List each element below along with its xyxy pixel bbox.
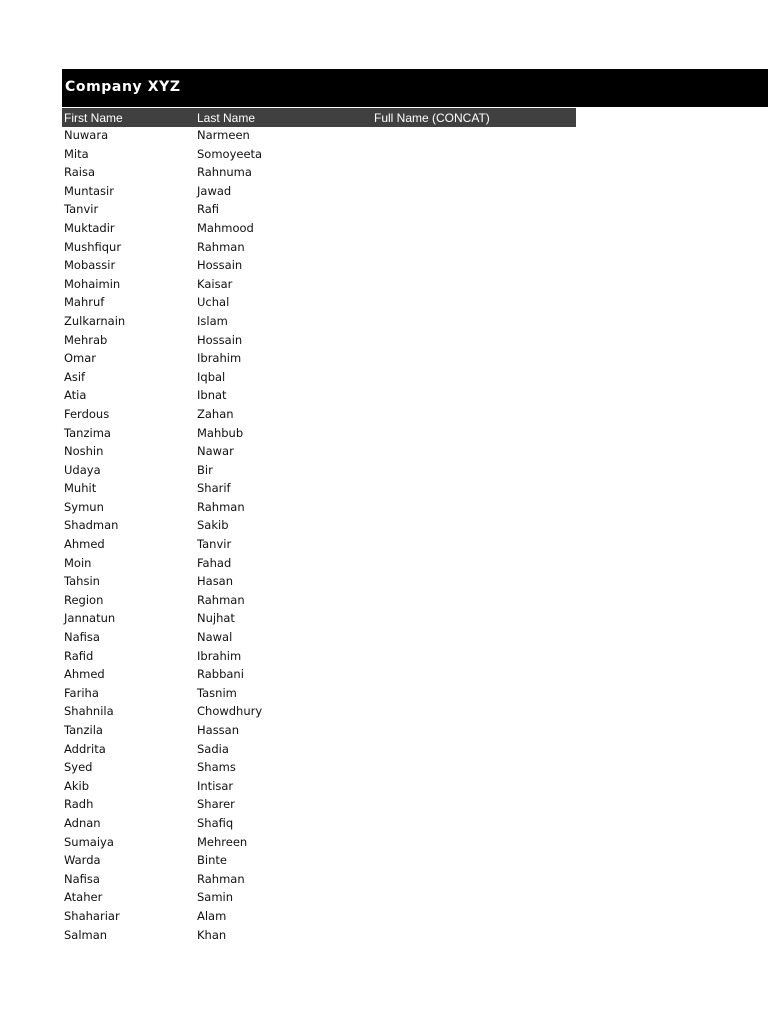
- last-name-cell[interactable]: Ibnat: [197, 388, 227, 403]
- first-name-cell[interactable]: Mobassir: [64, 258, 116, 273]
- table-row: [62, 852, 576, 871]
- table-row: [62, 369, 576, 388]
- table-row: [62, 927, 576, 946]
- last-name-cell[interactable]: Mehreen: [197, 834, 248, 849]
- table-row: [62, 146, 576, 165]
- first-name-cell[interactable]: Fariha: [64, 685, 99, 700]
- table-row: [62, 276, 576, 295]
- last-name-cell[interactable]: Alam: [197, 908, 227, 923]
- first-name-cell[interactable]: Symun: [64, 499, 104, 514]
- table-row: [62, 573, 576, 592]
- first-name-cell[interactable]: Radh: [64, 797, 94, 812]
- last-name-cell[interactable]: Fahad: [197, 555, 232, 570]
- table-row: [62, 536, 576, 555]
- first-name-cell[interactable]: Nafisa: [64, 630, 100, 645]
- first-name-cell[interactable]: Shadman: [64, 518, 119, 533]
- table-row: [62, 220, 576, 239]
- last-name-cell[interactable]: Hossain: [197, 258, 243, 273]
- table-row: [62, 406, 576, 425]
- first-name-cell[interactable]: Ataher: [64, 890, 103, 905]
- first-name-cell[interactable]: Akib: [64, 778, 90, 793]
- first-name-cell[interactable]: Mehrab: [64, 332, 108, 347]
- first-name-cell[interactable]: Shahnila: [64, 704, 114, 719]
- table-row: [62, 127, 576, 146]
- last-name-cell[interactable]: Sakib: [197, 518, 229, 533]
- last-name-cell[interactable]: Rafi: [197, 202, 220, 217]
- last-name-cell[interactable]: Rahman: [197, 239, 245, 254]
- table-row: [62, 164, 576, 183]
- table-row: [62, 517, 576, 536]
- title-bar: [62, 69, 768, 107]
- table-row: [62, 443, 576, 462]
- company-title: Company XYZ: [65, 79, 181, 95]
- first-name-cell[interactable]: Addrita: [64, 741, 106, 756]
- last-name-cell[interactable]: Ibrahim: [197, 648, 242, 663]
- last-name-cell[interactable]: Jawad: [197, 183, 232, 198]
- first-name-cell[interactable]: Jannatun: [64, 611, 116, 626]
- first-name-cell[interactable]: Salman: [64, 927, 108, 942]
- last-name-cell[interactable]: Samin: [197, 890, 234, 905]
- table-row: [62, 350, 576, 369]
- table-row: [62, 480, 576, 499]
- last-name-cell[interactable]: Nujhat: [197, 611, 235, 626]
- first-name-cell[interactable]: Mahruf: [64, 295, 105, 310]
- last-name-cell[interactable]: Hasan: [197, 574, 234, 589]
- first-name-cell[interactable]: Noshin: [64, 444, 104, 459]
- table-row: [62, 425, 576, 444]
- first-name-cell[interactable]: Udaya: [64, 462, 101, 477]
- last-name-cell[interactable]: Islam: [197, 313, 228, 328]
- last-name-cell[interactable]: Rahman: [197, 499, 245, 514]
- last-name-cell[interactable]: Rahman: [197, 871, 245, 886]
- last-name-cell[interactable]: Hossain: [197, 332, 243, 347]
- header-full-name[interactable]: Full Name (CONCAT): [374, 111, 490, 125]
- last-name-cell[interactable]: Shafiq: [197, 815, 234, 830]
- first-name-cell[interactable]: Moin: [64, 555, 92, 570]
- table-row: [62, 332, 576, 351]
- table-row: [62, 592, 576, 611]
- first-name-cell[interactable]: Mushfiqur: [64, 239, 122, 254]
- table-row: [62, 778, 576, 797]
- last-name-cell[interactable]: Tasnim: [197, 685, 237, 700]
- first-name-cell[interactable]: Raisa: [64, 165, 96, 180]
- first-name-cell[interactable]: Omar: [64, 351, 97, 366]
- last-name-cell[interactable]: Sadia: [197, 741, 229, 756]
- first-name-cell[interactable]: Adnan: [64, 815, 101, 830]
- table-row: [62, 741, 576, 760]
- last-name-cell[interactable]: Hassan: [197, 723, 240, 737]
- first-name-cell[interactable]: Tahsin: [64, 574, 100, 589]
- table-row: [62, 257, 576, 276]
- first-name-cell[interactable]: Asif: [64, 369, 86, 384]
- last-name-cell[interactable]: Khan: [197, 927, 227, 942]
- first-name-cell[interactable]: Region: [64, 592, 104, 607]
- table-row: [62, 313, 576, 332]
- last-name-cell[interactable]: Somoyeeta: [197, 146, 263, 161]
- last-name-cell[interactable]: Ibrahim: [197, 351, 242, 366]
- header-last-name[interactable]: Last Name: [197, 111, 256, 125]
- name-table-body: [62, 127, 576, 945]
- first-name-cell[interactable]: Zulkarnain: [64, 313, 126, 328]
- first-name-cell[interactable]: Mohaimin: [64, 276, 121, 291]
- last-name-cell[interactable]: Rahman: [197, 592, 245, 607]
- table-row: [62, 889, 576, 908]
- last-name-cell[interactable]: Mahbub: [197, 425, 244, 440]
- last-name-cell[interactable]: Chowdhury: [197, 704, 263, 719]
- table-row: [62, 629, 576, 648]
- last-name-cell[interactable]: Uchal: [197, 295, 230, 310]
- first-name-cell[interactable]: Tanvir: [64, 202, 99, 217]
- table-row: [62, 555, 576, 574]
- first-name-cell[interactable]: Shahariar: [64, 908, 120, 923]
- first-name-cell[interactable]: Ferdous: [64, 406, 110, 421]
- last-name-cell[interactable]: Rahnuma: [197, 165, 252, 180]
- first-name-cell[interactable]: Warda: [64, 853, 101, 868]
- table-row: [62, 294, 576, 313]
- table-row: [62, 648, 576, 667]
- first-name-cell[interactable]: Atia: [64, 388, 87, 403]
- table-row: [62, 499, 576, 518]
- table-row: [62, 610, 576, 629]
- last-name-cell[interactable]: Intisar: [197, 778, 234, 793]
- last-name-cell[interactable]: Binte: [197, 853, 227, 868]
- table-row: [62, 685, 576, 704]
- last-name-cell[interactable]: Tanvir: [197, 537, 232, 552]
- first-name-cell[interactable]: Nafisa: [64, 871, 100, 886]
- table-row: [62, 908, 576, 927]
- last-name-cell[interactable]: Nawar: [197, 444, 234, 459]
- table-row: [62, 666, 576, 685]
- last-name-cell[interactable]: Shams: [197, 760, 236, 775]
- first-name-cell[interactable]: Muhit: [64, 481, 97, 496]
- table-header: [62, 108, 576, 127]
- table-row: [62, 759, 576, 778]
- first-name-cell[interactable]: Muktadir: [64, 220, 115, 235]
- table-row: [62, 239, 576, 258]
- table-row: [62, 703, 576, 722]
- table-row: [62, 796, 576, 815]
- first-name-cell[interactable]: Ahmed: [64, 537, 105, 552]
- last-name-cell[interactable]: Mahmood: [197, 220, 254, 235]
- table-row: [62, 815, 576, 834]
- last-name-cell[interactable]: Zahan: [197, 406, 234, 421]
- table-row: [62, 201, 576, 220]
- table-row: [62, 871, 576, 890]
- table-row: [62, 462, 576, 481]
- last-name-cell[interactable]: Narmeen: [197, 128, 250, 142]
- last-name-cell[interactable]: Sharif: [197, 481, 231, 496]
- last-name-cell[interactable]: Iqbal: [197, 369, 226, 384]
- last-name-cell[interactable]: Rabbani: [197, 667, 244, 682]
- table-row: [62, 722, 576, 741]
- table-row: [62, 387, 576, 406]
- table-row: [62, 834, 576, 853]
- first-name-cell[interactable]: Mita: [64, 146, 89, 161]
- last-name-cell[interactable]: Bir: [197, 462, 213, 477]
- first-name-cell[interactable]: Rafid: [64, 648, 94, 663]
- first-name-cell[interactable]: Muntasir: [64, 183, 114, 198]
- first-name-cell[interactable]: Tanzima: [64, 425, 111, 440]
- last-name-cell[interactable]: Nawal: [197, 630, 233, 645]
- header-first-name[interactable]: First Name: [64, 111, 123, 125]
- first-name-cell[interactable]: Ahmed: [64, 667, 105, 682]
- last-name-cell[interactable]: Sharer: [197, 797, 235, 812]
- first-name-cell[interactable]: Sumaiya: [64, 834, 114, 849]
- table-row: [62, 183, 576, 202]
- first-name-cell[interactable]: Syed: [64, 760, 93, 775]
- last-name-cell[interactable]: Kaisar: [197, 276, 233, 291]
- first-name-cell[interactable]: Tanzila: [64, 723, 103, 737]
- first-name-cell[interactable]: Nuwara: [64, 128, 109, 142]
